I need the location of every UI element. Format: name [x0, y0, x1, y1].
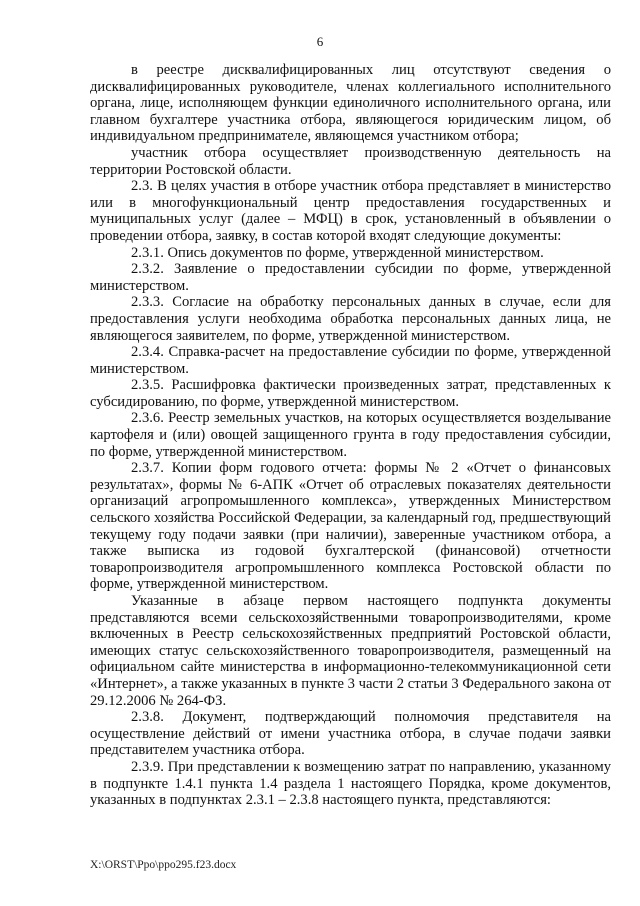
paragraph: в реестре дисквалифицированных лиц отсутствуют сведения о дисквалифицированных руководителе, членах коллегиального исполнительного органа, лице, исполняющем функции единоличного исполнительного органа, или главном бухгалтере участника отбора, являющегося юридическим лицом, об индивидуальном предпринимателе, являющемся участником отбора;	[90, 62, 611, 145]
paragraph: 2.3.7. Копии форм годового отчета: формы № 2 «Отчет о финансовых результатах», формы № 6-АПК «Отчет об отраслевых показателях деятельности организаций агропромышленного комплекса», утвержденных Министерством сельского хозяйства Российской Федерации, за календарный год, предшествующий текущему году подачи заявки (при наличии), заверенные участником отбора, а также выписка из годовой бухгалтерской (финансовой) отчетности товаропроизводителя агропромышленного комплекса Ростовской области по форме, утвержденной министерством.	[90, 460, 611, 593]
document-body	[90, 62, 611, 809]
paragraph: 2.3.1. Опись документов по форме, утвержденной министерством.	[131, 244, 544, 261]
paragraph: 2.3. В целях участия в отборе участник отбора представляет в министерство или в многофункциональный центр предоставления государственных и муниципальных услуг (далее – МФЦ) в срок, установленный в объявлении о проведении отбора, заявку, в состав которой входят следующие документы:	[90, 178, 611, 244]
paragraph: 2.3.3. Согласие на обработку персональных данных в случае, если для предоставления услуги необходима обработка персональных данных лица, не являющегося заявителем, по форме, утвержденной министерством.	[90, 294, 611, 344]
paragraph: 2.3.4. Справка-расчет на предоставление субсидии по форме, утвержденной министерством.	[90, 344, 611, 377]
paragraph: участник отбора осуществляет производственную деятельность на территории Ростовской области.	[90, 144, 611, 178]
paragraph: Указанные в абзаце первом настоящего подпункта документы представляются всеми сельскохозяйственными товаропроизводителями, кроме включенных в Реестр сельскохозяйственных предприятий Ростовской области, имеющих статус сельскохозяйственного товаропроизводителя, размещенный на официальном сайте министерства в информационно-телекоммуникационной сети «Интернет», а также указанных в пункте 3 части 2 статьи 3 Федерального закона от 29.12.2006 № 264-ФЗ.	[90, 593, 611, 709]
paragraph: 2.3.8. Документ, подтверждающий полномочия представителя на осуществление действий от имени участника отбора, в случае подачи заявки представителем участника отбора.	[90, 709, 611, 759]
page-number: 6	[316, 34, 324, 49]
paragraph: 2.3.6. Реестр земельных участков, на которых осуществляется возделывание картофеля и (или) овощей защищенного грунта в году предоставления субсидии, по форме, утвержденной министерством.	[90, 410, 611, 460]
paragraph: 2.3.5. Расшифровка фактически произведенных затрат, представленных к субсидированию, по форме, утвержденной министерством.	[90, 377, 611, 410]
paragraph: 2.3.2. Заявление о предоставлении субсидии по форме, утвержденной министерством.	[90, 261, 611, 294]
paragraph: 2.3.9. При представлении к возмещению затрат по направлению, указанному в подпункте 1.4.1 пункта 1.4 раздела 1 настоящего Порядка, кроме документов, указанных в подпунктах 2.3.1 – 2.3.8 настоящего пункта, представляются:	[90, 758, 611, 809]
file-path-footer: X:\ORST\Ppo\ppo295.f23.docx	[90, 859, 237, 871]
